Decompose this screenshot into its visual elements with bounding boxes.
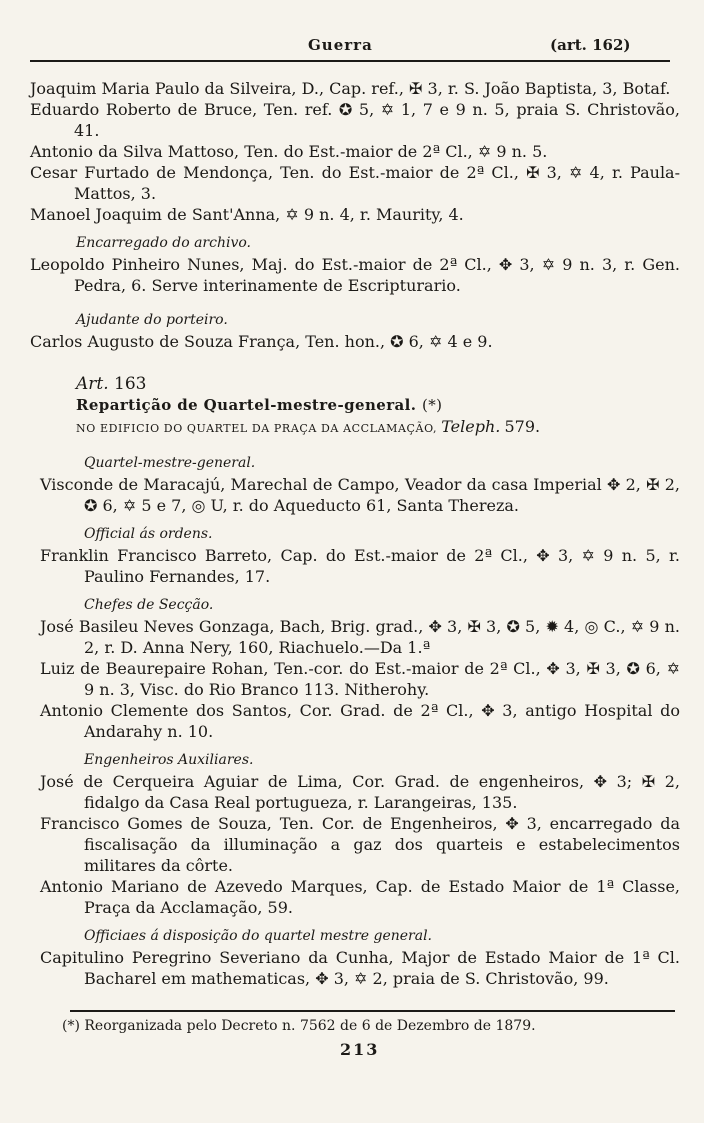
entry: Antonio da Silva Mattoso, Ten. do Est.-maior de 2ª Cl., ✡ 9 n. 5. bbox=[30, 142, 548, 161]
section-heading: Officiaes á disposição do quartel mestre general. bbox=[84, 928, 433, 944]
address-text: NO EDIFICIO DO QUARTEL DA PRAÇA DA ACCLAMAÇÃO, bbox=[76, 422, 438, 435]
entry: Manoel Joaquim de Sant'Anna, ✡ 9 n. 4, r. Maurity, 4. bbox=[30, 205, 464, 224]
article-163-body bbox=[40, 453, 680, 989]
department-name: Repartição de Quartel-mestre-general. bbox=[76, 396, 417, 414]
article-heading bbox=[76, 374, 680, 395]
section-heading: Official ás ordens. bbox=[84, 526, 213, 542]
entry: Luiz de Beaurepaire Rohan, Ten.-cor. do Est.-maior de 2ª Cl., ✥ 3, ✠ 3, ✪ 6, ✡ 9 n. 3, Visc. do Rio Branco 113. Nitherohy. bbox=[40, 659, 680, 699]
entry: Capitulino Peregrino Severiano da Cunha, Major de Estado Maior de 1ª Cl. Bacharel em mathematicas, ✥ 3, ✡ 2, praia de S. Christovão, 99. bbox=[40, 948, 680, 988]
section-heading: Chefes de Secção. bbox=[84, 597, 214, 613]
entry: Antonio Clemente dos Santos, Cor. Grad. de 2ª Cl., ✥ 3, antigo Hospital do Andarahy n. 10. bbox=[40, 701, 680, 741]
footnote: (*) Reorganizada pelo Decreto n. 7562 de 6 de Dezembro de 1879. bbox=[62, 1018, 536, 1034]
section-heading: Encarregado do archivo. bbox=[76, 235, 251, 251]
entry: Carlos Augusto de Souza França, Ten. hon., ✪ 6, ✡ 4 e 9. bbox=[30, 332, 493, 351]
section-heading: Engenheiros Auxiliares. bbox=[84, 752, 254, 768]
footnote-mark: (*) bbox=[421, 396, 443, 414]
department-title bbox=[76, 395, 680, 416]
header-rule bbox=[30, 60, 670, 62]
article-label: Art. bbox=[76, 374, 109, 394]
entry: Cesar Furtado de Mendonça, Ten. do Est.-maior de 2ª Cl., ✠ 3, ✡ 4, r. Paula-Mattos, 3. bbox=[30, 163, 680, 203]
entry: Eduardo Roberto de Bruce, Ten. ref. ✪ 5, ✡ 1, 7 e 9 n. 5, praia S. Christovão, 41. bbox=[30, 100, 680, 140]
entry: Antonio Mariano de Azevedo Marques, Cap. de Estado Maior de 1ª Classe, Praça da Acclamação, 59. bbox=[40, 877, 680, 917]
document-body bbox=[30, 78, 680, 989]
department-address bbox=[76, 416, 680, 439]
page-number: 213 bbox=[340, 1040, 380, 1059]
entry: Visconde de Maracajú, Marechal de Campo, Veador da casa Imperial ✥ 2, ✠ 2, ✪ 6, ✡ 5 e 7, ◎ U, r. do Aqueducto 61, Santa Thereza. bbox=[40, 475, 680, 515]
header-title: Guerra bbox=[308, 36, 373, 54]
section-heading: Quartel-mestre-general. bbox=[84, 455, 256, 471]
entry: Leopoldo Pinheiro Nunes, Maj. do Est.-maior de 2ª Cl., ✥ 3, ✡ 9 n. 3, r. Gen. Pedra, 6. Serve interinamente de Escripturario. bbox=[30, 255, 680, 295]
entry: José de Cerqueira Aguiar de Lima, Cor. Grad. de engenheiros, ✥ 3; ✠ 2, fidalgo da Casa Real portugueza, r. Larangeiras, 135. bbox=[40, 772, 680, 812]
header-article: (art. 162) bbox=[550, 36, 631, 54]
article-number: 163 bbox=[114, 374, 147, 394]
teleph-label: Teleph. bbox=[441, 417, 501, 436]
entry: Franklin Francisco Barreto, Cap. do Est.-maior de 2ª Cl., ✥ 3, ✡ 9 n. 5, r. Paulino Fernandes, 17. bbox=[40, 546, 680, 586]
entry: Joaquim Maria Paulo da Silveira, D., Cap. ref., ✠ 3, r. S. João Baptista, 3, Botaf. bbox=[30, 79, 671, 98]
entry: Francisco Gomes de Souza, Ten. Cor. de Engenheiros, ✥ 3, encarregado da fiscalisação da illuminação a gaz dos quarteis e estabelecimentos militares da côrte. bbox=[40, 814, 680, 875]
footnote-rule bbox=[70, 1010, 675, 1012]
section-heading: Ajudante do porteiro. bbox=[76, 312, 228, 328]
entry: José Basileu Neves Gonzaga, Bach, Brig. grad., ✥ 3, ✠ 3, ✪ 5, ✹ 4, ◎ C., ✡ 9 n. 2, r. D. Anna Nery, 160, Riachuelo.—Da 1.ª bbox=[40, 617, 680, 657]
teleph-number: 579. bbox=[504, 417, 541, 436]
